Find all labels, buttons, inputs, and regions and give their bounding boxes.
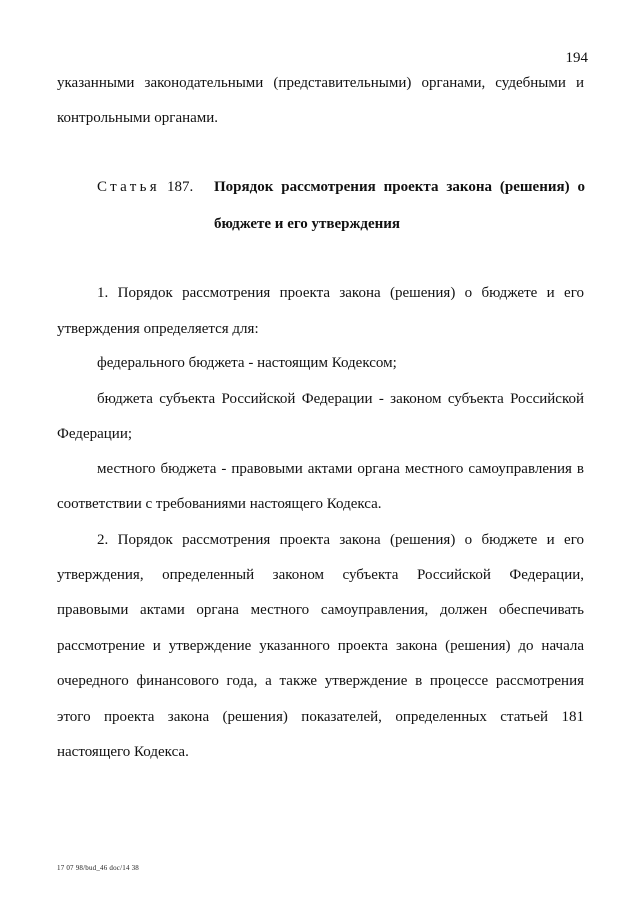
item-local-budget-line-2: соответствии с требованиями настоящего Кодекса. [57, 496, 382, 512]
paragraph-2-line-2: утверждения, определенный законом субъекта Российской Федерации, [57, 567, 584, 583]
paragraph-2-line-5: очередного финансового года, а также утверждение в процессе рассмотрения [57, 673, 584, 689]
item-federal-budget: федерального бюджета - настоящим Кодексом; [97, 355, 397, 371]
item-subject-budget-line-2: Федерации; [57, 426, 133, 442]
article-number: 187. [166, 179, 194, 195]
paragraph-2-line-7: настоящего Кодекса. [57, 744, 189, 760]
paragraph-1-line-1: 1. Порядок рассмотрения проекта закона (решения) о бюджете и его [97, 285, 584, 301]
article-title-line-2: бюджете и его утверждения [214, 216, 401, 232]
footer-file-reference: 17 07 98/bud_46 doc/14 38 [57, 864, 139, 872]
paragraph-2-line-4: рассмотрение и утверждение указанного проекта закона (решения) до начала [57, 638, 584, 654]
page-number: 194 [565, 50, 588, 66]
item-local-budget-line-1: местного бюджета - правовыми актами органа местного самоуправления в [97, 461, 584, 477]
paragraph-1-line-2: утверждения определяется для: [57, 321, 259, 337]
item-subject-budget-line-1: бюджета субъекта Российской Федерации - законом субъекта Российской [97, 391, 584, 407]
article-word: Статья [97, 179, 160, 195]
intro-line-1: указанными законодательными (представительными) органами, судебными и [57, 75, 584, 91]
paragraph-2-line-1: 2. Порядок рассмотрения проекта закона (решения) о бюджете и его [97, 532, 584, 548]
article-heading-label [97, 177, 193, 197]
paragraph-2-line-6: этого проекта закона (решения) показателей, определенных статьей 181 [57, 709, 584, 725]
paragraph-2-line-3: правовыми актами органа местного самоуправления, должен обеспечивать [57, 602, 584, 618]
article-title-line-1: Порядок рассмотрения проекта закона (решения) о [214, 179, 585, 195]
intro-line-2: контрольными органами. [57, 110, 219, 126]
